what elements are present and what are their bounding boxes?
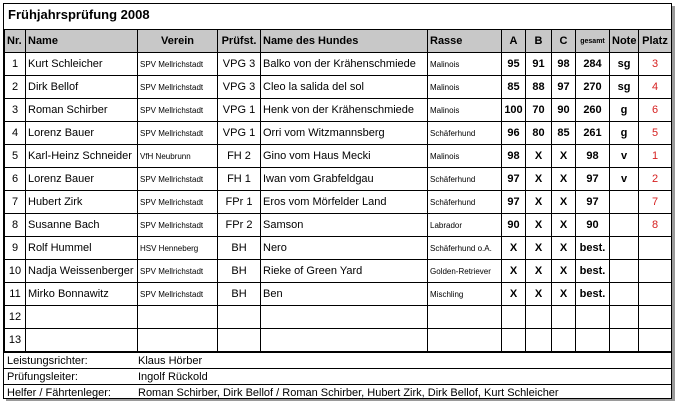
footer-pruefungsleiter xyxy=(4,368,671,385)
table-row xyxy=(5,145,672,168)
cell-rasse: Schäferhund xyxy=(428,191,502,214)
cell-c: X xyxy=(552,145,576,168)
cell-b: X xyxy=(526,214,552,237)
cell-b: X xyxy=(526,260,552,283)
table-row xyxy=(5,260,672,283)
header-pruefst: Prüfst. xyxy=(218,30,261,53)
cell-pruefst: BH xyxy=(218,260,261,283)
footer-helfer xyxy=(4,384,671,399)
cell-rasse: Schäferhund xyxy=(428,122,502,145)
cell-b: 70 xyxy=(526,99,552,122)
cell-note xyxy=(610,191,639,214)
cell-verein: SPV Mellrichstadt xyxy=(138,260,218,283)
cell-rasse xyxy=(428,329,502,352)
cell-rasse xyxy=(428,306,502,329)
cell-nr: 5 xyxy=(5,145,26,168)
cell-gesamt xyxy=(576,329,610,352)
table-row xyxy=(5,76,672,99)
cell-a: 100 xyxy=(502,99,526,122)
header-gesamt: gesamt xyxy=(576,30,610,53)
table-row xyxy=(5,191,672,214)
cell-gesamt: 90 xyxy=(576,214,610,237)
table-row xyxy=(5,168,672,191)
cell-c: X xyxy=(552,237,576,260)
cell-a: 85 xyxy=(502,76,526,99)
cell-verein: SPV Mellrichstadt xyxy=(138,283,218,306)
cell-note xyxy=(610,283,639,306)
cell-note xyxy=(610,214,639,237)
table-row xyxy=(5,53,672,76)
cell-name: Hubert Zirk xyxy=(26,191,138,214)
cell-nr: 10 xyxy=(5,260,26,283)
cell-a: 97 xyxy=(502,191,526,214)
cell-name: Karl-Heinz Schneider xyxy=(26,145,138,168)
cell-hund: Cleo la salida del sol xyxy=(261,76,428,99)
cell-name: Kurt Schleicher xyxy=(26,53,138,76)
cell-verein: VfH Neubrunn xyxy=(138,145,218,168)
cell-pruefst: VPG 3 xyxy=(218,76,261,99)
cell-a: 98 xyxy=(502,145,526,168)
cell-b xyxy=(526,329,552,352)
header-verein: Verein xyxy=(138,30,218,53)
cell-gesamt: 284 xyxy=(576,53,610,76)
cell-hund: Balko von der Krähenschmiede xyxy=(261,53,428,76)
cell-nr: 9 xyxy=(5,237,26,260)
table-row xyxy=(5,122,672,145)
cell-platz xyxy=(639,283,672,306)
footer-pruefungsleiter-label: Prüfungsleiter: xyxy=(7,371,78,383)
cell-b: X xyxy=(526,168,552,191)
cell-platz: 4 xyxy=(639,76,672,99)
cell-a: 96 xyxy=(502,122,526,145)
cell-note: g xyxy=(610,122,639,145)
cell-name: Susanne Bach xyxy=(26,214,138,237)
cell-c xyxy=(552,306,576,329)
cell-a xyxy=(502,306,526,329)
cell-a: 90 xyxy=(502,214,526,237)
cell-pruefst: BH xyxy=(218,237,261,260)
cell-nr: 8 xyxy=(5,214,26,237)
cell-b: X xyxy=(526,237,552,260)
cell-platz: 7 xyxy=(639,191,672,214)
header-b: B xyxy=(526,30,552,53)
cell-a: 95 xyxy=(502,53,526,76)
cell-a: X xyxy=(502,283,526,306)
cell-pruefst: VPG 1 xyxy=(218,99,261,122)
cell-verein: SPV Mellrichstadt xyxy=(138,191,218,214)
cell-a: X xyxy=(502,237,526,260)
cell-platz: 8 xyxy=(639,214,672,237)
cell-b: 80 xyxy=(526,122,552,145)
table-row xyxy=(5,283,672,306)
cell-c: 90 xyxy=(552,99,576,122)
cell-a xyxy=(502,329,526,352)
cell-gesamt: 98 xyxy=(576,145,610,168)
cell-verein xyxy=(138,306,218,329)
cell-nr: 11 xyxy=(5,283,26,306)
cell-note: sg xyxy=(610,76,639,99)
cell-rasse: Schäferhund o.A. xyxy=(428,237,502,260)
footer-helfer-label: Helfer / Fährtenleger: xyxy=(7,387,111,399)
footer-richter-value: Klaus Hörber xyxy=(138,355,203,367)
cell-pruefst: FPr 2 xyxy=(218,214,261,237)
cell-hund xyxy=(261,329,428,352)
cell-pruefst: BH xyxy=(218,283,261,306)
cell-verein: SPV Mellrichstadt xyxy=(138,99,218,122)
header-rasse: Rasse xyxy=(428,30,502,53)
cell-pruefst: FPr 1 xyxy=(218,191,261,214)
cell-note xyxy=(610,237,639,260)
table-row xyxy=(5,329,672,352)
cell-hund: Ben xyxy=(261,283,428,306)
cell-platz xyxy=(639,237,672,260)
cell-a: 97 xyxy=(502,168,526,191)
cell-nr: 1 xyxy=(5,53,26,76)
cell-pruefst: VPG 3 xyxy=(218,53,261,76)
cell-platz: 1 xyxy=(639,145,672,168)
cell-b: 91 xyxy=(526,53,552,76)
cell-c: 97 xyxy=(552,76,576,99)
cell-nr: 6 xyxy=(5,168,26,191)
cell-hund: Iwan vom Grabfeldgau xyxy=(261,168,428,191)
results-table xyxy=(4,29,672,352)
header-note: Note xyxy=(610,30,639,53)
table-row xyxy=(5,306,672,329)
header-a: A xyxy=(502,30,526,53)
cell-verein: SPV Mellrichstadt xyxy=(138,76,218,99)
cell-rasse: Malinois xyxy=(428,76,502,99)
footer-richter xyxy=(4,352,671,369)
cell-pruefst: FH 1 xyxy=(218,168,261,191)
cell-platz: 2 xyxy=(639,168,672,191)
cell-platz xyxy=(639,306,672,329)
cell-name: Roman Schirber xyxy=(26,99,138,122)
footer-helfer-value: Roman Schirber, Dirk Bellof / Roman Schirber, Hubert Zirk, Dirk Bellof, Kurt Schleicher xyxy=(138,387,559,399)
cell-nr: 4 xyxy=(5,122,26,145)
cell-c: 85 xyxy=(552,122,576,145)
header-row xyxy=(5,30,672,53)
cell-name: Lorenz Bauer xyxy=(26,168,138,191)
cell-pruefst: FH 2 xyxy=(218,145,261,168)
cell-rasse: Schäferhund xyxy=(428,168,502,191)
table-row xyxy=(5,237,672,260)
cell-gesamt: 261 xyxy=(576,122,610,145)
cell-nr: 12 xyxy=(5,306,26,329)
cell-b: X xyxy=(526,145,552,168)
cell-c xyxy=(552,329,576,352)
cell-note xyxy=(610,329,639,352)
cell-gesamt: 260 xyxy=(576,99,610,122)
cell-gesamt: 97 xyxy=(576,191,610,214)
cell-note: g xyxy=(610,99,639,122)
cell-b: X xyxy=(526,191,552,214)
cell-gesamt: 270 xyxy=(576,76,610,99)
header-nr: Nr. xyxy=(5,30,26,53)
cell-rasse: Malinois xyxy=(428,145,502,168)
cell-b xyxy=(526,306,552,329)
header-hund: Name des Hundes xyxy=(261,30,428,53)
cell-c: X xyxy=(552,168,576,191)
cell-b: X xyxy=(526,283,552,306)
cell-hund: Henk von der Krähenschmiede xyxy=(261,99,428,122)
footer-richter-label: Leistungsrichter: xyxy=(7,355,88,367)
cell-rasse: Labrador xyxy=(428,214,502,237)
cell-nr: 3 xyxy=(5,99,26,122)
cell-verein: SPV Mellrichstadt xyxy=(138,53,218,76)
cell-c: X xyxy=(552,283,576,306)
cell-verein xyxy=(138,329,218,352)
cell-b: 88 xyxy=(526,76,552,99)
cell-hund: Orri vom Witzmannsberg xyxy=(261,122,428,145)
cell-rasse: Malinois xyxy=(428,99,502,122)
cell-verein: SPV Mellrichstadt xyxy=(138,122,218,145)
cell-name: Lorenz Bauer xyxy=(26,122,138,145)
cell-verein: SPV Mellrichstadt xyxy=(138,168,218,191)
cell-rasse: Malinois xyxy=(428,53,502,76)
cell-note xyxy=(610,306,639,329)
footer-pruefungsleiter-value: Ingolf Rückold xyxy=(138,371,208,383)
cell-a: X xyxy=(502,260,526,283)
table-row xyxy=(5,99,672,122)
cell-pruefst: VPG 1 xyxy=(218,122,261,145)
cell-name: Nadja Weissenberger xyxy=(26,260,138,283)
cell-platz xyxy=(639,260,672,283)
cell-hund: Rieke of Green Yard xyxy=(261,260,428,283)
cell-name: Mirko Bonnawitz xyxy=(26,283,138,306)
cell-gesamt: best. xyxy=(576,283,610,306)
results-sheet xyxy=(3,3,672,399)
cell-platz: 5 xyxy=(639,122,672,145)
cell-hund: Samson xyxy=(261,214,428,237)
cell-verein: HSV Henneberg xyxy=(138,237,218,260)
header-name: Name xyxy=(26,30,138,53)
header-platz: Platz xyxy=(639,30,672,53)
cell-platz xyxy=(639,329,672,352)
cell-nr: 7 xyxy=(5,191,26,214)
cell-pruefst xyxy=(218,306,261,329)
cell-note xyxy=(610,260,639,283)
cell-hund xyxy=(261,306,428,329)
cell-c: X xyxy=(552,214,576,237)
cell-gesamt: best. xyxy=(576,260,610,283)
table-row xyxy=(5,214,672,237)
cell-hund: Nero xyxy=(261,237,428,260)
cell-c: 98 xyxy=(552,53,576,76)
cell-name xyxy=(26,329,138,352)
cell-gesamt: 97 xyxy=(576,168,610,191)
cell-name xyxy=(26,306,138,329)
cell-hund: Eros vom Mörfelder Land xyxy=(261,191,428,214)
cell-pruefst xyxy=(218,329,261,352)
cell-name: Rolf Hummel xyxy=(26,237,138,260)
cell-gesamt xyxy=(576,306,610,329)
cell-rasse: Golden-Retriever xyxy=(428,260,502,283)
cell-note: sg xyxy=(610,53,639,76)
cell-name: Dirk Bellof xyxy=(26,76,138,99)
cell-note: v xyxy=(610,145,639,168)
sheet-title: Frühjahrsprüfung 2008 xyxy=(8,7,150,22)
cell-platz: 6 xyxy=(639,99,672,122)
cell-c: X xyxy=(552,260,576,283)
cell-c: X xyxy=(552,191,576,214)
cell-note: v xyxy=(610,168,639,191)
cell-nr: 2 xyxy=(5,76,26,99)
cell-platz: 3 xyxy=(639,53,672,76)
cell-gesamt: best. xyxy=(576,237,610,260)
cell-rasse: Mischling xyxy=(428,283,502,306)
cell-hund: Gino vom Haus Mecki xyxy=(261,145,428,168)
cell-nr: 13 xyxy=(5,329,26,352)
cell-verein: SPV Mellrichstadt xyxy=(138,214,218,237)
header-c: C xyxy=(552,30,576,53)
